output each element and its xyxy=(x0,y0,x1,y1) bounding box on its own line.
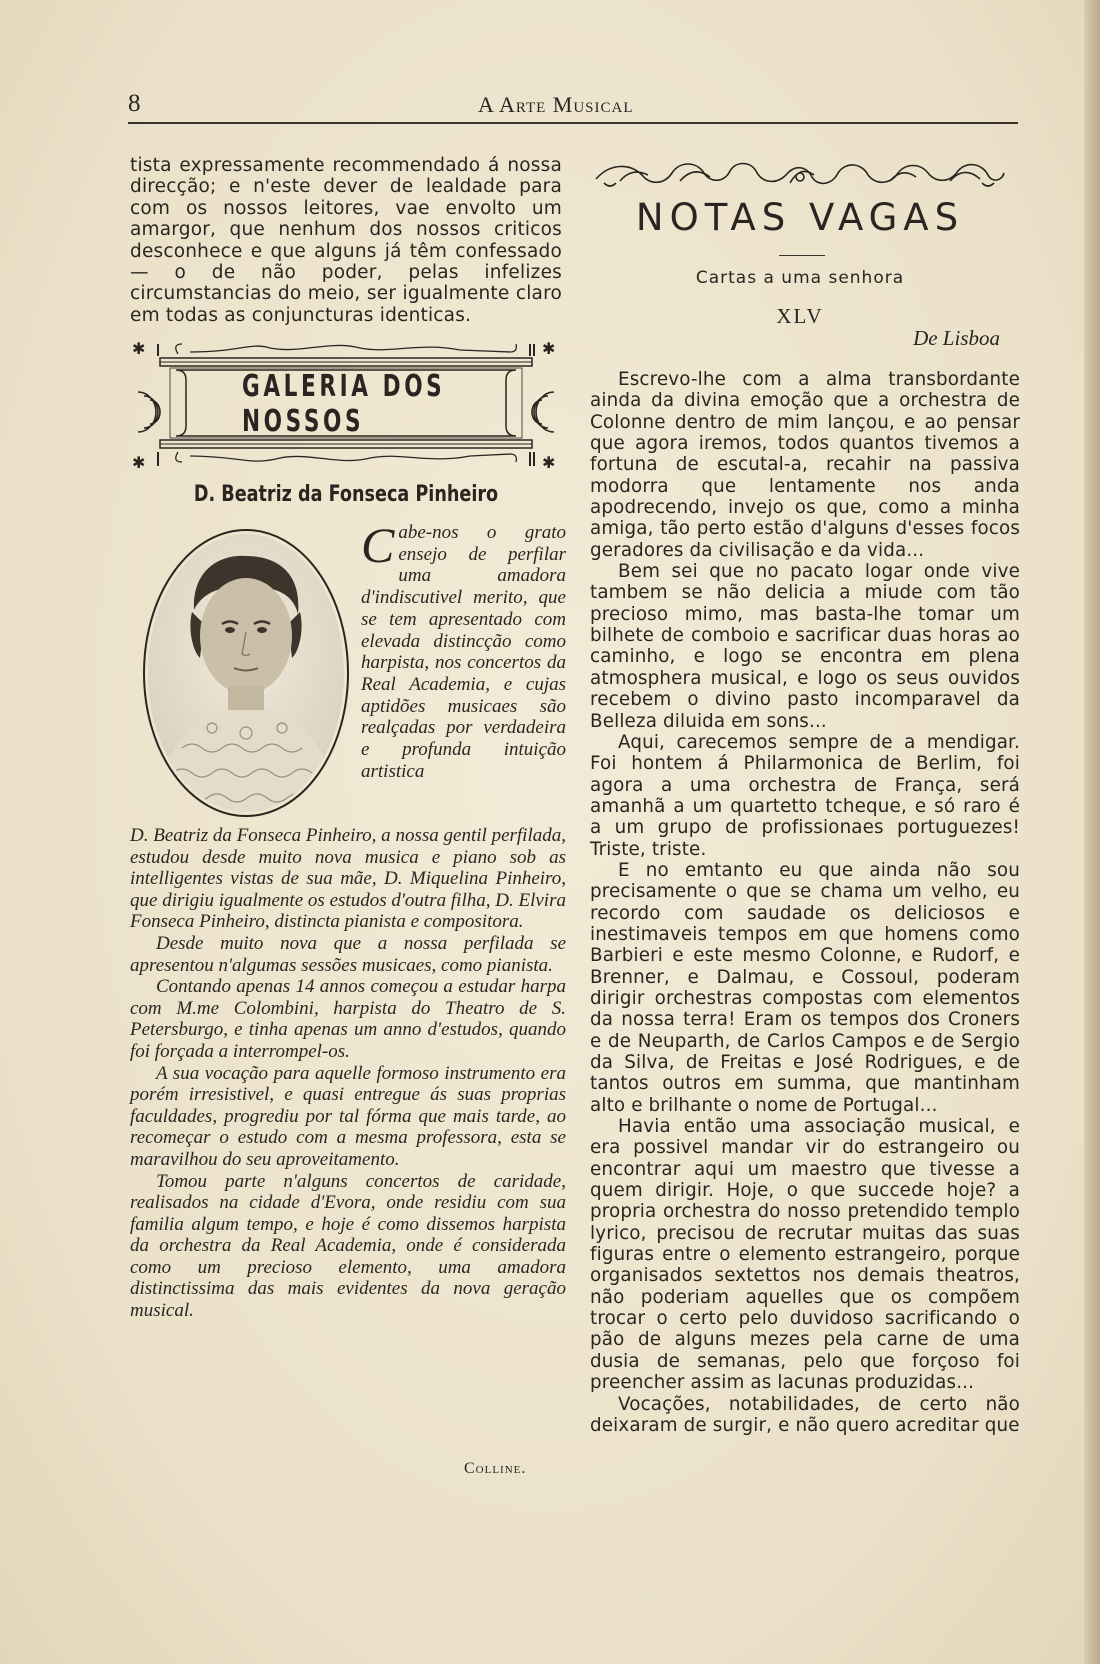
portrait-oval xyxy=(142,528,350,818)
svg-text:✱: ✱ xyxy=(132,340,146,358)
bio-paragraph: Desde muito nova que a nossa perfilada se apresentou n'algumas sessões musicaes, como pianista. xyxy=(130,932,566,976)
letter-paragraph: Bem sei que no pacato logar onde vive tambem se não delicia a miude com tão precioso mimo, mas basta-lhe tomar um bilhete de comboio e sacrificar duas horas ao caminho, e logo se encontra em plena atmosphera musical, e logo os seus ouvidos recebem o divino pasto incomparavel da Belleza diluida em sons... xyxy=(590,561,1020,732)
bio-paragraph: Tomou parte n'alguns concertos de caridade, realisados na cidade d'Evora, onde residiu com sua familia algum tempo, e hoje é como dissemos harpista da orchestra da Real Academia, onde é considerada como um precioso elemento, uma amadora distinctissima das mais evidentes da nova geração musical. xyxy=(130,1170,566,1322)
title-divider xyxy=(779,255,825,256)
biography-text xyxy=(130,825,566,1322)
portrait-photo xyxy=(142,528,350,818)
scroll-ornament xyxy=(590,155,1010,195)
page-edge xyxy=(1084,0,1100,1664)
page-header xyxy=(128,88,1018,124)
svg-text:✱: ✱ xyxy=(132,453,146,472)
bio-paragraph: A sua vocação para aquelle formoso instrumento era porém irresistivel, e quasi entregue ás suas proprias faculdades, progrediu por tal fórma que mais tarde, ao recomeçar o estudo com a mesma professora, esta se maravilhou do seu aproveitamento. xyxy=(130,1062,566,1170)
author-signature: Colline. xyxy=(464,1460,527,1477)
svg-text:✱: ✱ xyxy=(542,340,556,358)
subject-name: D. Beatriz da Fonseca Pinheiro xyxy=(193,482,499,507)
running-title: A Arte Musical xyxy=(478,92,634,117)
page-number: 8 xyxy=(128,90,141,117)
intro-paragraph xyxy=(361,517,566,782)
letter-paragraph: Aqui, carecemos sempre de a mendigar. Foi hontem á Philarmonica de Berlim, foi agora a uma orchestra de França, será amanhã a um quartetto tcheque, e só raro é a um grupo de profissionaes portuguezes! Triste, triste. xyxy=(590,731,1020,860)
left-column-top xyxy=(130,155,562,326)
gallery-title: GALERIA DOS NOSSOS xyxy=(242,369,446,439)
section-title: NOTAS VAGAS xyxy=(635,196,965,239)
letter-paragraph: Escrevo-lhe com a alma transbordante ainda da divina emoção que a orchestra de Colonne dentro de mim lançou, e ao pensar que agora iremos, todos quantos tivemos a fortuna de escutal-a, recahir na passiva modorra que lentamente nos anda apodrecendo, invejo os que, como a minha amiga, tão perto estão d'alguns d'esses focos geradores da civilisação e da vida... xyxy=(590,369,1020,561)
letter-paragraph: E no emtanto eu que ainda não sou precisamente o que se chama um velho, eu recordo com saudade os deliciosos e inestimaveis tempos em que homens como Barbieri e este mesmo Colonne, e Rudorf, e Brenner, e Dalmau, e Cossoul, poderam dirigir orchestras compostas com elementos da nossa terra! Eram os tempos dos Croners e de Neuparth, de Carlos Campos e de Sergio da Silva, de Freitas e José Rodrigues, e de tantos outros em summa, que mantinham alto e brilhante o nome de Portugal... xyxy=(590,859,1020,1116)
gallery-banner xyxy=(130,340,562,472)
continuation-paragraph: tista expressamente recommendado á nossa direcção; e n'este dever de lealdade para com os nossos leitores, vae envolto um amargor, que nenhum dos nossos criticos desconhece e que alguns já têm confessado — o de não poder, pelas infelizes circumstancias do meio, ser igualmente claro em todas as conjuncturas identicas. xyxy=(130,155,562,326)
bio-paragraph: Contando apenas 14 annos começou a estudar harpa com M.me Colombini, harpista do Theatro de S. Petersburgo, e tinha apenas um anno d'estudos, quando foi forçada a interrompel-os. xyxy=(130,976,566,1062)
letter-number: XLV xyxy=(776,304,824,328)
svg-text:✱: ✱ xyxy=(542,453,556,472)
letter-paragraph: Vocações, notabilidades, de certo não deixaram de surgir, e não quero acreditar que xyxy=(590,1393,1020,1436)
bio-paragraph: D. Beatriz da Fonseca Pinheiro, a nossa gentil perfilada, estudou desde muito nova musica e piano sob as intelligentes vistas de sua mãe, D. Miquelina Pinheiro, que dirigiu igualmente os estudos d'outra filha, D. Elvira Fonseca Pinheiro, distincta pianista e compositora. xyxy=(130,825,566,933)
drop-cap: C xyxy=(361,517,395,573)
letter-place: De Lisboa xyxy=(913,326,1000,350)
letter-text xyxy=(590,369,1020,1436)
section-subtitle: Cartas a uma senhora xyxy=(695,268,905,288)
intro-text: abe-nos o grato ensejo de perfilar uma amadora d'indiscutivel merito, que se tem apresentado com elevada distincção como harpista, nos concertos da Real Academia, e cujas aptidões musicaes são realçadas por verdadeira e profunda intuição artistica xyxy=(361,522,566,782)
letter-paragraph: Havia então uma associação musical, e era possivel mandar vir do estrangeiro ou encontrar aqui um maestro que tivesse a quem dirigir. Hoje, o que succede hoje? a propria orchestra do nosso pretendido templo lyrico, precisou de recrutar muitas das suas figuras entre o elemento estrangeiro, porque organisados sextettos nos demais theatros, não poderiam aquelles que os compõem trocar o certo pelo duvidoso sacrificando o pão de alguns mezes pela carne de uma dusia de semanas, pelo que forçoso foi preencher assim as lacunas produzidas... xyxy=(590,1116,1020,1394)
